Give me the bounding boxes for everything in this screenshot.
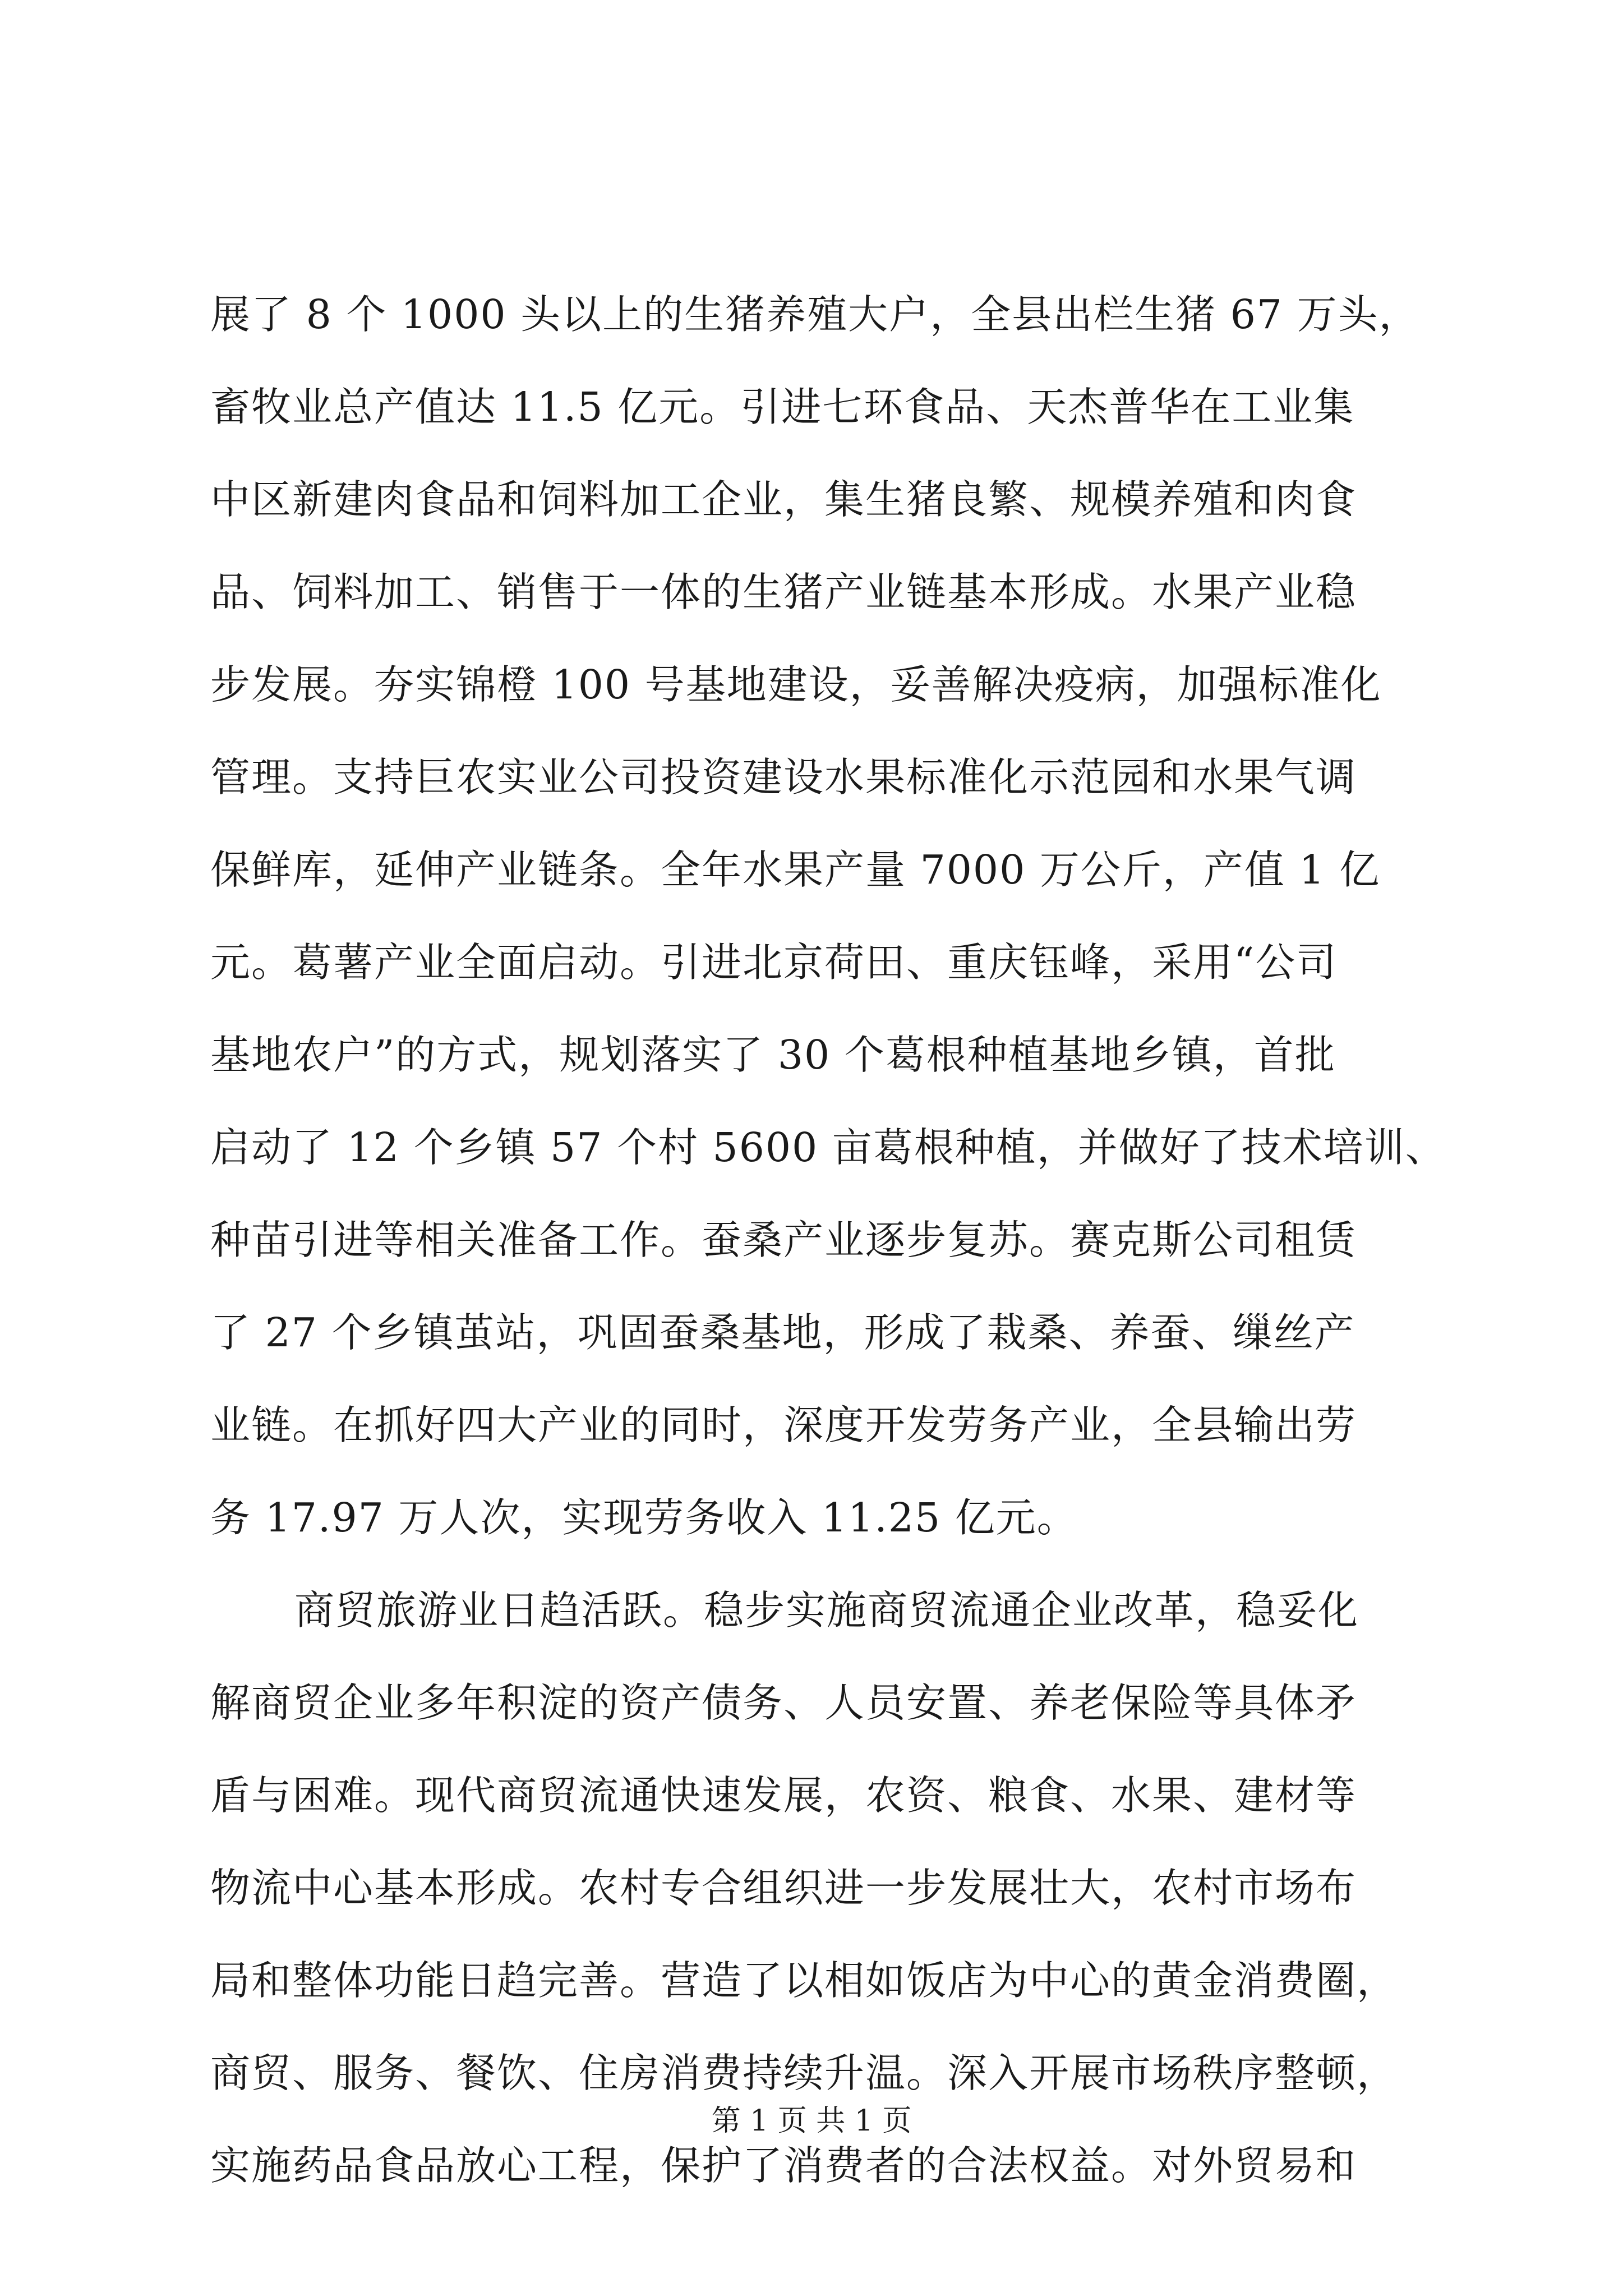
text-line: 了 27 个乡镇茧站，巩固蚕桑基地，形成了栽桑、养蚕、缫丝产 [210, 1309, 1355, 1356]
text-line: 务 17.97 万人次，实现劳务收入 11.25 亿元。 [210, 1494, 1078, 1541]
text-line: 局和整体功能日趋完善。营造了以相如饭店为中心的黄金消费圈， [210, 1957, 1398, 2004]
text-line: 启动了 12 个乡镇 57 个村 5600 亩葛根种植，并做好了技术培训、 [210, 1124, 1446, 1171]
text-line: 展了 8 个 1000 头以上的生猪养殖大户，全县出栏生猪 67 万头， [210, 291, 1420, 338]
text-line: 种苗引进等相关准备工作。蚕桑产业逐步复苏。赛克斯公司租赁 [210, 1217, 1357, 1263]
text-line: 步发展。夯实锦橙 100 号基地建设，妥善解决疫病，加强标准化 [210, 661, 1382, 708]
text-line: 实施药品食品放心工程，保护了消费者的合法权益。对外贸易和 [210, 2142, 1357, 2189]
text-line: 盾与困难。现代商贸流通快速发展，农资、粮食、水果、建材等 [210, 1772, 1357, 1819]
text-line: 元。葛薯产业全面启动。引进北京荷田、重庆钰峰，采用“公司 [210, 939, 1338, 986]
text-line: 保鲜库，延伸产业链条。全年水果产量 7000 万公斤，产值 1 亿 [210, 846, 1381, 893]
paragraph-first-line: 商贸旅游业日趋活跃。稳步实施商贸流通企业改革，稳妥化 [294, 1587, 1359, 1634]
page-footer: 第 1 页 共 1 页 [711, 2104, 912, 2138]
text-line: 管理。支持巨农实业公司投资建设水果标准化示范园和水果气调 [210, 754, 1357, 800]
text-line: 物流中心基本形成。农村专合组织进一步发展壮大，农村市场布 [210, 1865, 1357, 1911]
text-line: 解商贸企业多年积淀的资产债务、人员安置、养老保险等具体矛 [210, 1680, 1357, 1726]
text-line: 中区新建肉食品和饲料加工企业，集生猪良繁、规模养殖和肉食 [210, 476, 1357, 523]
text-line: 畜牧业总产值达 11.5 亿元。引进七环食品、天杰普华在工业集 [210, 384, 1355, 430]
text-line: 品、饲料加工、销售于一体的生猪产业链基本形成。水果产业稳 [210, 569, 1357, 615]
text-line: 业链。在抓好四大产业的同时，深度开发劳务产业，全县输出劳 [210, 1402, 1357, 1448]
document-body [210, 268, 1446, 2212]
text-line: 基地农户”的方式，规划落实了 30 个葛根种植基地乡镇，首批 [210, 1032, 1336, 1078]
text-line: 商贸、服务、餐饮、住房消费持续升温。深入开展市场秩序整顿， [210, 2050, 1398, 2096]
